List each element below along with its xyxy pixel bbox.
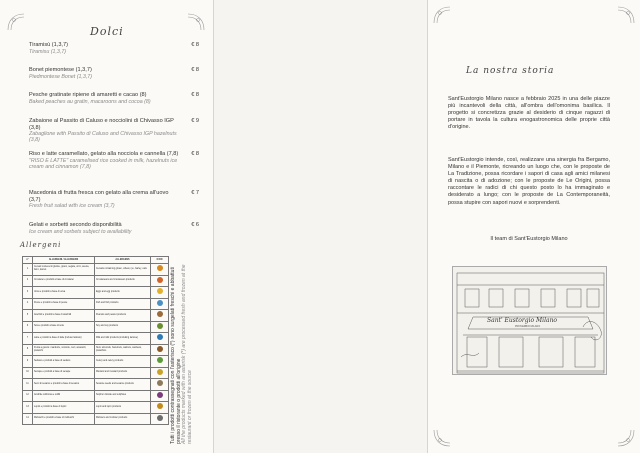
allergen-english: Celery and celery products (95, 356, 151, 368)
dessert-price: € 6 (191, 222, 199, 228)
allergen-icon-cell (151, 344, 169, 356)
table-row (23, 402, 169, 414)
allergen-italian: Latte e prodotti a base di latte (incluso lattosio) (33, 333, 95, 345)
allergen-icon-cell (151, 379, 169, 391)
dessert-item (29, 67, 207, 80)
allergen-italian: Crostacei e prodotti a base di crostacei (33, 275, 95, 287)
dessert-name: Tiramisù (1,3,7) (29, 42, 68, 48)
row-number: 9 (23, 356, 33, 368)
corner-ornament-icon (616, 5, 636, 25)
table-row (23, 298, 169, 310)
header-cell: n° (23, 257, 33, 264)
dessert-name: Pesche gratinate ripiene di amaretti e cacao (8) (29, 92, 147, 98)
allergen-italian: Semi di sesamo e prodotti a base di sesamo (33, 379, 95, 391)
row-number: 8 (23, 344, 33, 356)
table-header-row (23, 257, 169, 264)
sign-subtext: PROVERBIO MILANO (515, 325, 541, 328)
row-number: 4 (23, 298, 33, 310)
allergen-italian: Frutta a guscio: mandorle, nocciole, noci, anacardi, pistacchi (33, 344, 95, 356)
dessert-translation: Ice cream and sorbets subject to availability (29, 228, 132, 235)
allergen-english: Sulphur dioxide and sulphites (95, 390, 151, 402)
dessert-item (29, 118, 207, 144)
dessert-item (29, 190, 207, 209)
dessert-name: Macedonia di frutta fresca con gelato alla crema all'uovo (3,7) (29, 190, 169, 203)
dessert-translation: Tiramisu (1,3,7) (29, 48, 67, 55)
header-cell: ICON (151, 257, 169, 264)
header-cell: ALLERGENI / ALLERGENS (33, 257, 95, 264)
blank-page (214, 0, 427, 453)
allergen-icon-cell (151, 333, 169, 345)
allergen-icon (157, 323, 163, 329)
allergen-italian: Uova e prodotti a base di uova (33, 287, 95, 299)
dessert-price: € 8 (191, 67, 199, 73)
row-number: 6 (23, 321, 33, 333)
allergen-icon-cell (151, 413, 169, 425)
row-number: 13 (23, 402, 33, 414)
table-row (23, 310, 169, 322)
allergen-icon-cell (151, 367, 169, 379)
allergen-icon-cell (151, 264, 169, 276)
row-number: 12 (23, 390, 33, 402)
story-paragraph: Sant'Eustorgio intende, così, realizzare una sinergia fra Bergamo, Milano e il Piemonte, ricreando un luogo che, con le proposte de La Tradizione, possa ricordare i sapori di casa agli amici milanesi di nascita o di adozione; con le proposte de Le Origini, possa raccontare le radici di chi questo posto lo ha immaginato e desiderato a lungo; con le proposte de La Contemporaneità, possa stupire con sapori nuovi e sorprendenti. (448, 157, 610, 206)
table-row (23, 356, 169, 368)
allergen-icon (157, 403, 163, 409)
header-cell: ALLERGENS (95, 257, 151, 264)
allergen-italian: Soia e prodotti a base di soia (33, 321, 95, 333)
dessert-translation: "RISO E LATTE" caramelised rice cooked in milk, hazelnuts ice cream and cinnamon (7,8) (29, 157, 178, 170)
allergen-table (22, 256, 169, 425)
allergen-english: Fish and fish products (95, 298, 151, 310)
dessert-name: Gelati e sorbetti secondo disponibilità (29, 222, 122, 228)
row-number: 10 (23, 367, 33, 379)
allergen-english: Eggs and egg products (95, 287, 151, 299)
table-row (23, 367, 169, 379)
allergen-icon-cell (151, 275, 169, 287)
row-number: 5 (23, 310, 33, 322)
allergen-italian: Arachidi e prodotti a base di arachidi (33, 310, 95, 322)
dessert-price: € 8 (191, 151, 199, 157)
corner-ornament-icon (432, 5, 452, 25)
table-row (23, 275, 169, 287)
table-row (23, 379, 169, 391)
allergen-icon-cell (151, 298, 169, 310)
allergen-english: Peanuts and peanut products (95, 310, 151, 322)
allergen-icon (157, 346, 163, 352)
allergen-english: Nuts: almonds, hazelnuts, walnuts, cashews, pistachios (95, 344, 151, 356)
corner-ornament-icon (616, 428, 636, 448)
allergen-english: Mustard and mustard products (95, 367, 151, 379)
allergen-italian: Molluschi e prodotti a base di molluschi (33, 413, 95, 425)
note-italian: Tutti i prodotti contrassegnati con l'asterisco (*) sono surgelati freschi e abbattuti presso il ristorante o prodotti all'origine (170, 267, 182, 444)
allergen-icon (157, 380, 163, 386)
corner-ornament-icon (6, 12, 26, 32)
table-row (23, 413, 169, 425)
allergen-italian: Pesce e prodotti a base di pesce (33, 298, 95, 310)
story-paragraph: Sant'Eustorgio Milano nasce a febbraio 2025 in una delle piazze più incantevoli della città, all'ombra dell'omonima basilica. Il progetto si concretizza grazie al desiderio di cinque ragazzi di portare in tavola la cultura enogastronomica delle proprie città d'origine. (448, 96, 610, 131)
allergen-icon (157, 392, 163, 398)
note-english: All the products marked with an asterisk (*) are processed fresh and frozen at the restaurant or frozen at the source (181, 264, 193, 444)
dessert-name: Bonet piemontese (1,3,7) (29, 67, 92, 73)
table-row (23, 333, 169, 345)
allergen-icon-cell (151, 310, 169, 322)
story-signature: Il team di Sant'Eustorgio Milano (490, 236, 568, 242)
story-title: La nostra storia (466, 66, 555, 76)
allergen-english: Milk and milk products (including lactose) (95, 333, 151, 345)
allergen-icon-cell (151, 287, 169, 299)
dessert-price: € 8 (191, 92, 199, 98)
dolci-title: Dolci (90, 25, 124, 38)
allergen-icon-cell (151, 356, 169, 368)
corner-ornament-icon (432, 428, 452, 448)
allergen-icon (157, 369, 163, 375)
allergen-icon (157, 311, 163, 317)
table-row (23, 321, 169, 333)
restaurant-facade-sketch (452, 266, 607, 375)
corner-ornament-icon (186, 12, 206, 32)
row-number: 7 (23, 333, 33, 345)
allergen-icon (157, 357, 163, 363)
allergen-italian: Sedano e prodotti a base di sedano (33, 356, 95, 368)
allergen-italian: Cereali contenenti glutine, grano, segale, orzo, avena, farro, kamut (33, 264, 95, 276)
dessert-translation: Piedmontese Bonet (1,3,7) (29, 73, 93, 80)
sign-text: Sant' Eustorgio Milano (487, 317, 558, 324)
table-row (23, 390, 169, 402)
allergen-icon (157, 277, 163, 283)
allergen-english: Sesame seeds and sesame products (95, 379, 151, 391)
dessert-translation: Fresh fruit salad with ice cream (3,7) (29, 203, 115, 210)
dessert-name: Riso e latte caramellato, gelato alla nocciola e cannella (7,8) (29, 151, 179, 157)
allergen-icon-cell (151, 321, 169, 333)
dessert-translation: Baked peaches au gratin, macaroons and cocoa (8) (29, 98, 151, 105)
allergen-english: Lupin and lupin products (95, 402, 151, 414)
allergen-icon (157, 415, 163, 421)
row-number: 1 (23, 264, 33, 276)
dessert-item (29, 151, 207, 170)
row-number: 11 (23, 379, 33, 391)
allergen-icon (157, 265, 163, 271)
allergen-english: Soy and soy products (95, 321, 151, 333)
row-number: 3 (23, 287, 33, 299)
allergen-italian: Senape e prodotti a base di senape (33, 367, 95, 379)
dessert-item (29, 42, 207, 55)
dessert-item (29, 92, 207, 105)
allergen-icon-cell (151, 402, 169, 414)
allergen-english: Cereals containing gluten, wheat, rye, barley, oats (95, 264, 151, 276)
table-row (23, 264, 169, 276)
dessert-item (29, 222, 207, 235)
allergen-icon (157, 334, 163, 340)
allergen-icon-cell (151, 390, 169, 402)
row-number: 2 (23, 275, 33, 287)
dessert-name: Zabaione al Passito di Caluso e nocciolini di Chivasso IGP (3,8) (29, 118, 174, 131)
allergeni-title: Allergeni (20, 241, 62, 249)
allergen-icon (157, 300, 163, 306)
dessert-price: € 9 (191, 118, 199, 124)
row-number: 14 (23, 413, 33, 425)
allergen-english: Molluscs and mollusc products (95, 413, 151, 425)
allergen-italian: Anidride solforosa e solfiti (33, 390, 95, 402)
dessert-translation: Zabaglione with Passito di Caluso and Chivasso IGP hazelnuts (3,8) (29, 131, 177, 144)
dessert-price: € 8 (191, 42, 199, 48)
table-row (23, 344, 169, 356)
allergen-icon (157, 288, 163, 294)
allergen-italian: Lupini e prodotti a base di lupini (33, 402, 95, 414)
frozen-products-note (171, 262, 211, 444)
allergen-english: Crustaceans and crustacean products (95, 275, 151, 287)
dessert-price: € 7 (191, 190, 199, 196)
table-row (23, 287, 169, 299)
